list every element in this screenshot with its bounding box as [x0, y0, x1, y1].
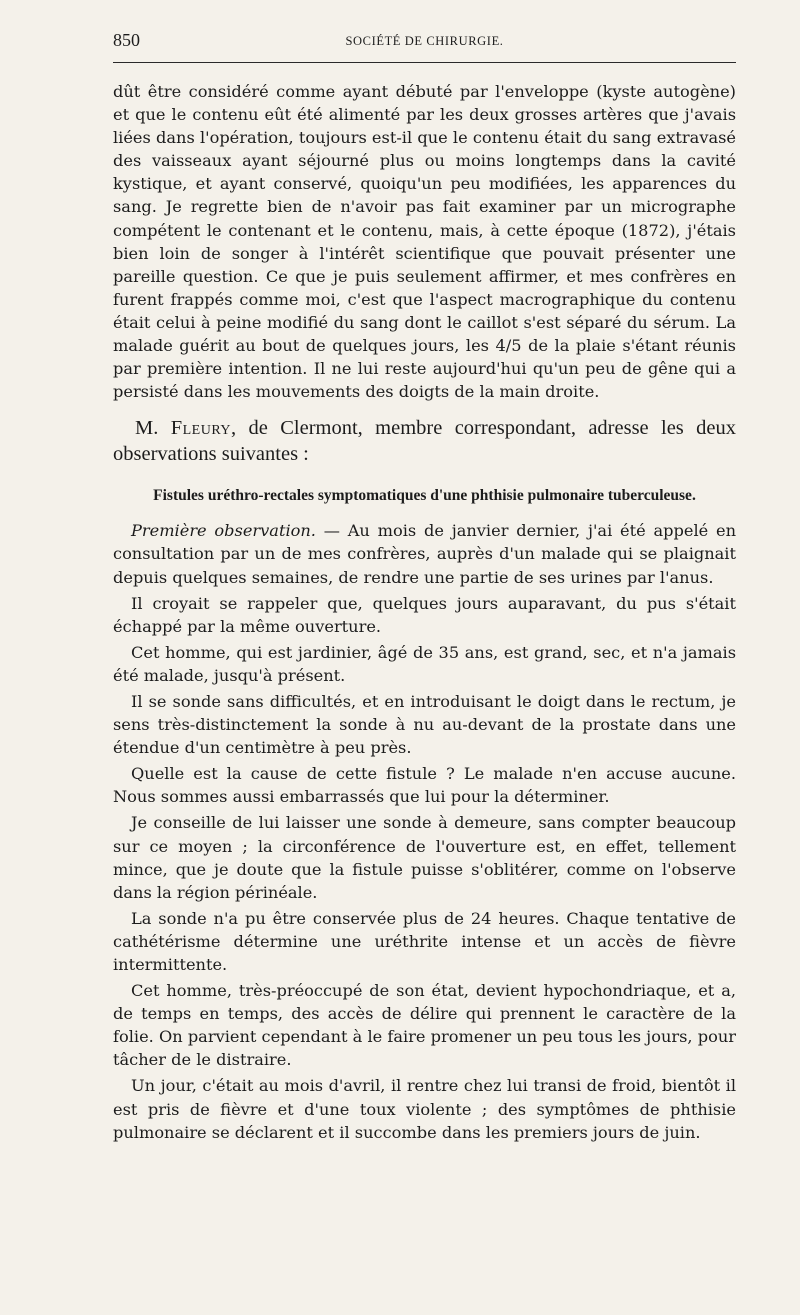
page-number: 850 [113, 30, 140, 50]
observation-label: Première observation. [131, 521, 316, 541]
paragraph: La sonde n'a pu être conservée plus de 24 heures. Chaque tentative de cathétérisme détermine une uréthrite intense et un accès de fièvre intermittente. [113, 908, 736, 974]
observation-text: — Au mois de janvier dernier, j'ai été appelé en consultation par un de mes confrères, auprès d'un malade qui se plaignait depuis quelques semaines, de rendre une partie de ses urines par l'anus. [113, 521, 736, 587]
paragraph: Un jour, c'était au mois d'avril, il rentre chez lui transi de froid, bientôt il est pris de fièvre et d'une toux violente ; des symptômes de phthisie pulmonaire se déclarent et il succombe dans les premiers jours de juin. [113, 1076, 736, 1142]
paragraph: Cet homme, qui est jardinier, âgé de 35 ans, est grand, sec, et n'a jamais été malade, jusqu'à présent. [113, 642, 736, 685]
intro-paragraph [113, 415, 736, 467]
header-rule [113, 62, 736, 63]
intro-text: , de Clermont, membre correspondant, adresse les deux observations suivantes : [113, 417, 736, 466]
paragraph: Il se sonde sans difficultés, et en introduisant le doigt dans le rectum, je sens très-distinctement la sonde à nu au-devant de la prostate dans une étendue d'un centimètre à peu près. [113, 691, 736, 758]
section-subtitle: Fistules uréthro-rectales symptomatiques d'une phthisie pulmonaire tuberculeuse. [153, 487, 696, 505]
paragraph: Cet homme, très-préoccupé de son état, devient hypochondriaque, et a, de temps en temps, des accès de délire qui prennent le caractère de la folie. On parvient cependant à le faire promener un peu tous les jours, pour tâcher de le distraire. [113, 981, 736, 1070]
continued-paragraph: dût être considéré comme ayant débuté par l'enveloppe (kyste autogène) et que le contenu eût été alimenté par les deux grosses artères que j'avais liées dans l'opération, toujours est-il que le contenu était du sang extravasé des vaisseaux ayant séjourné plus ou moins longtemps dans la cavité kystique, et ayant conservé, quoiqu'un peu modifiées, les apparences du sang. Je regrette bien de n'avoir pas fait examiner par un micrographe compétent le contenant et le contenu, mais, à cette époque (1872), j'étais bien loin de songer à l'intérêt scientifique que pouvait présenter une pareille question. Ce que je puis seulement affirmer, et mes confrères en furent frappés comme moi, c'est que l'aspect macrographique du contenu était celui à peine modifié du sang dont le caillot s'est séparé du sérum. La malade guérit au bout de quelques jours, les 4/5 de la plaie s'étant réunis par première intention. Il ne lui reste aujourd'hui qu'un peu de gêne qui a persisté dans les mouvements des doigts de la main droite. [113, 82, 736, 402]
running-title: SOCIÉTÉ DE CHIRURGIE. [345, 34, 504, 48]
paragraph: Quelle est la cause de cette fistule ? Le malade n'en accuse aucune. Nous sommes aussi embarrassés que lui pour la déterminer. [113, 764, 736, 807]
intro-prefix: M. [135, 417, 159, 440]
document-body [113, 80, 736, 1144]
paragraph: Il croyait se rappeler que, quelques jours auparavant, du pus s'était échappé par la même ouverture. [113, 593, 736, 636]
paragraph: Je conseille de lui laisser une sonde à demeure, sans compter beaucoup sur ce moyen ; la circonférence de l'ouverture est, en effet, tellement mince, que je doute que la fistule puisse s'oblitérer, comme on l'observe dans la région périnéale. [113, 813, 736, 902]
observation-paragraph [113, 519, 736, 588]
page-header [113, 30, 736, 56]
author-name: Fleury [170, 417, 232, 440]
